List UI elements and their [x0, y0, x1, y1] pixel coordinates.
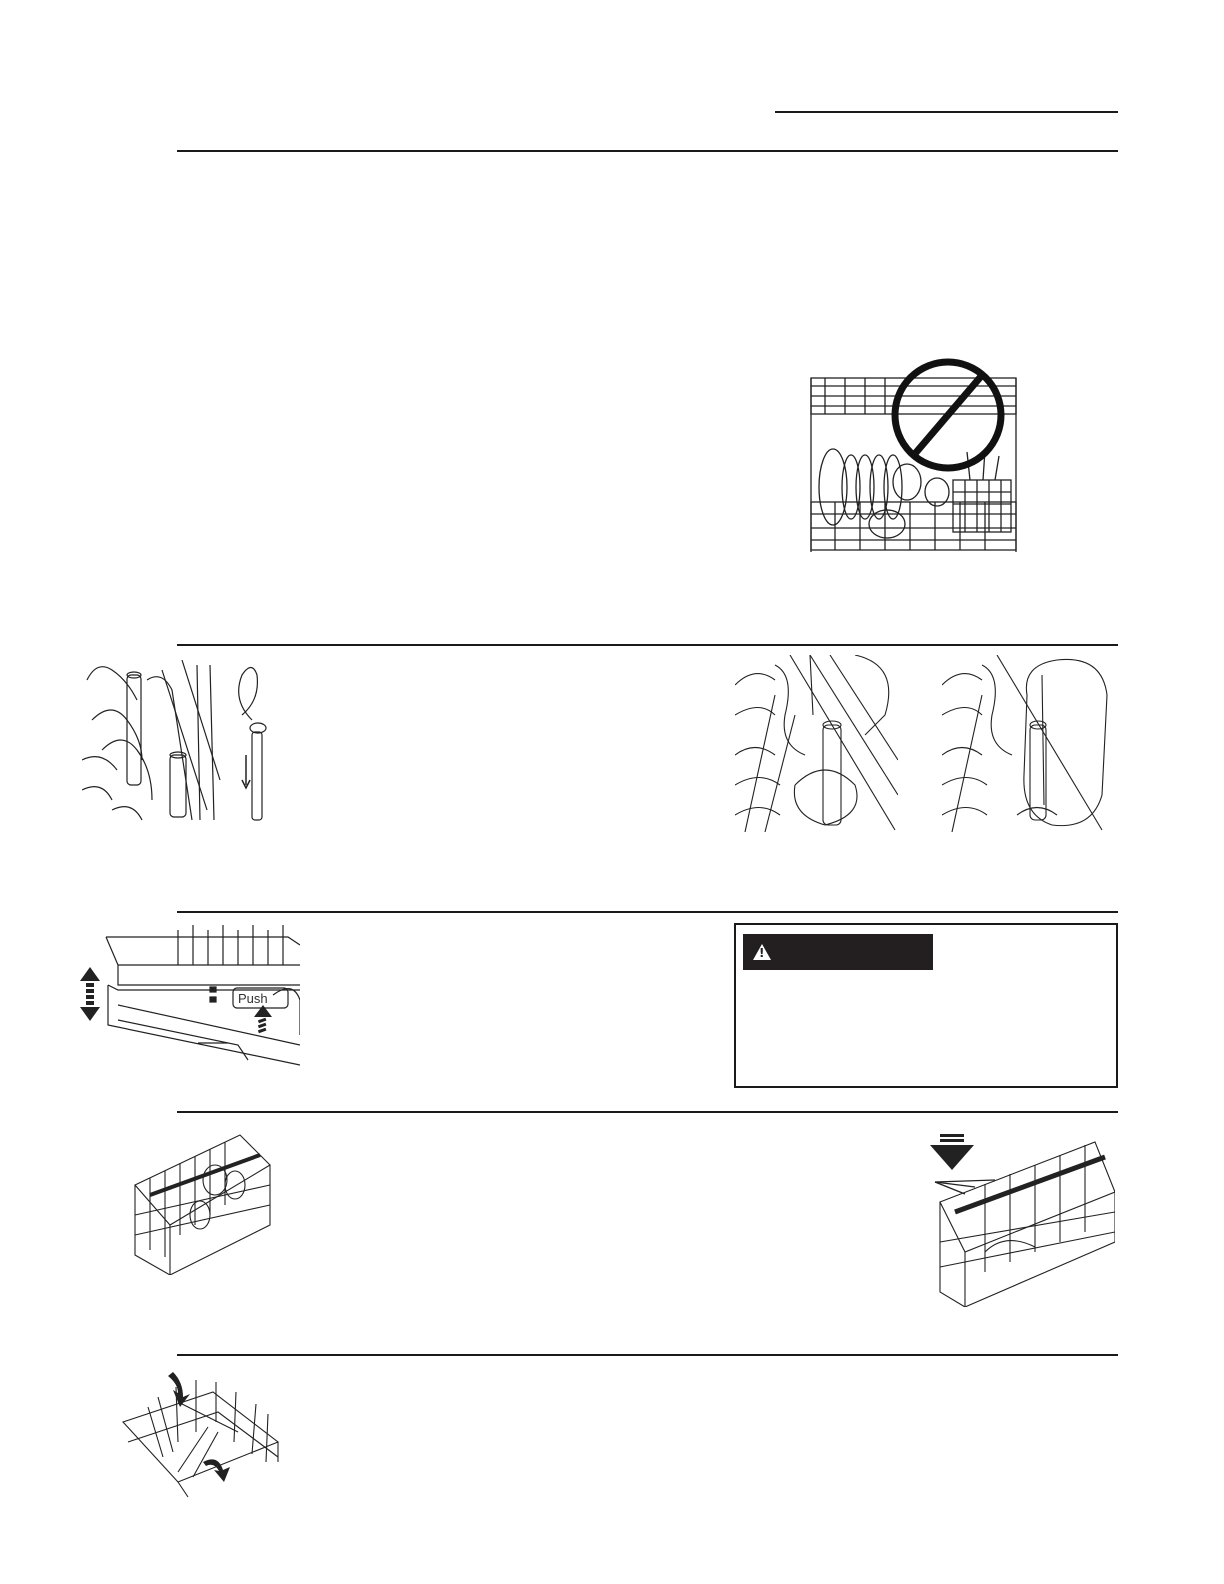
down-arrow-icon: [930, 1134, 974, 1170]
push-arrow-icon: [254, 1005, 272, 1033]
header-rule: [177, 150, 1118, 152]
warning-box: [734, 923, 1118, 1088]
header-rule-short: [775, 111, 1118, 113]
section-rule-5: [177, 1354, 1118, 1356]
push-label: Push: [238, 991, 268, 1006]
bottle-post-illustration-1: [735, 655, 898, 832]
section-rule-4: [177, 1111, 1118, 1113]
section-rule-3: [177, 911, 1118, 913]
warning-triangle-icon: [753, 944, 771, 960]
rack-tines-illustration: [82, 660, 222, 822]
rack-prohibited-illustration: [805, 352, 1025, 557]
holder-fold-illustration: [925, 1132, 1115, 1307]
folding-tines-illustration: [118, 1362, 280, 1502]
bottle-post-illustration-2: [942, 655, 1110, 832]
section-rule-2: [177, 644, 1118, 646]
rack-adjust-illustration: [78, 925, 300, 1081]
up-down-arrow-icon: [80, 967, 100, 1021]
upper-rack-holder-illustration: [130, 1125, 275, 1275]
warning-header: [743, 934, 933, 970]
tine-insert-illustration: [232, 660, 272, 822]
